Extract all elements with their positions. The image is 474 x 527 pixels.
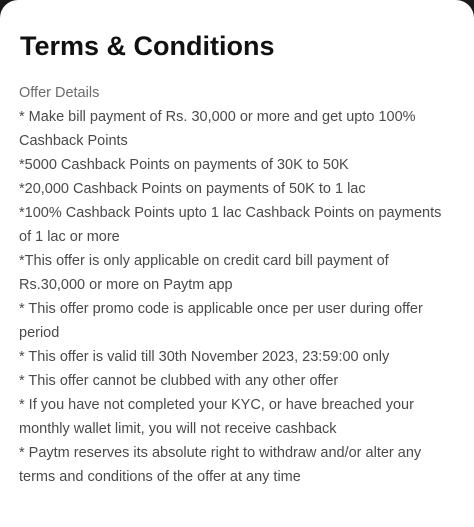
term-item: *5000 Cashback Points on payments of 30K to 50K bbox=[19, 157, 349, 173]
sheet-title: Terms & Conditions bbox=[20, 31, 275, 61]
term-item: *This offer is only applicable on credit card bill payment of Rs.30,000 or more on Paytm app bbox=[19, 253, 389, 293]
term-item: * Make bill payment of Rs. 30,000 or more and get upto 100% Cashback Points bbox=[19, 109, 416, 149]
term-item: * Paytm reserves its absolute right to withdraw and/or alter any terms and conditions of the offer at any time bbox=[19, 445, 422, 485]
term-item: * If you have not completed your KYC, or have breached your monthly wallet limit, you will not receive cashback bbox=[19, 397, 414, 437]
term-item: * This offer is valid till 30th November 2023, 23:59:00 only bbox=[19, 349, 390, 365]
term-item: * This offer promo code is applicable once per user during offer period bbox=[19, 301, 423, 341]
terms-list bbox=[19, 105, 455, 489]
offer-details-heading: Offer Details bbox=[19, 85, 100, 101]
term-item: *20,000 Cashback Points on payments of 50K to 1 lac bbox=[19, 181, 366, 197]
term-item: * This offer cannot be clubbed with any other offer bbox=[19, 373, 339, 389]
term-item: *100% Cashback Points upto 1 lac Cashback Points on payments of 1 lac or more bbox=[19, 205, 442, 245]
